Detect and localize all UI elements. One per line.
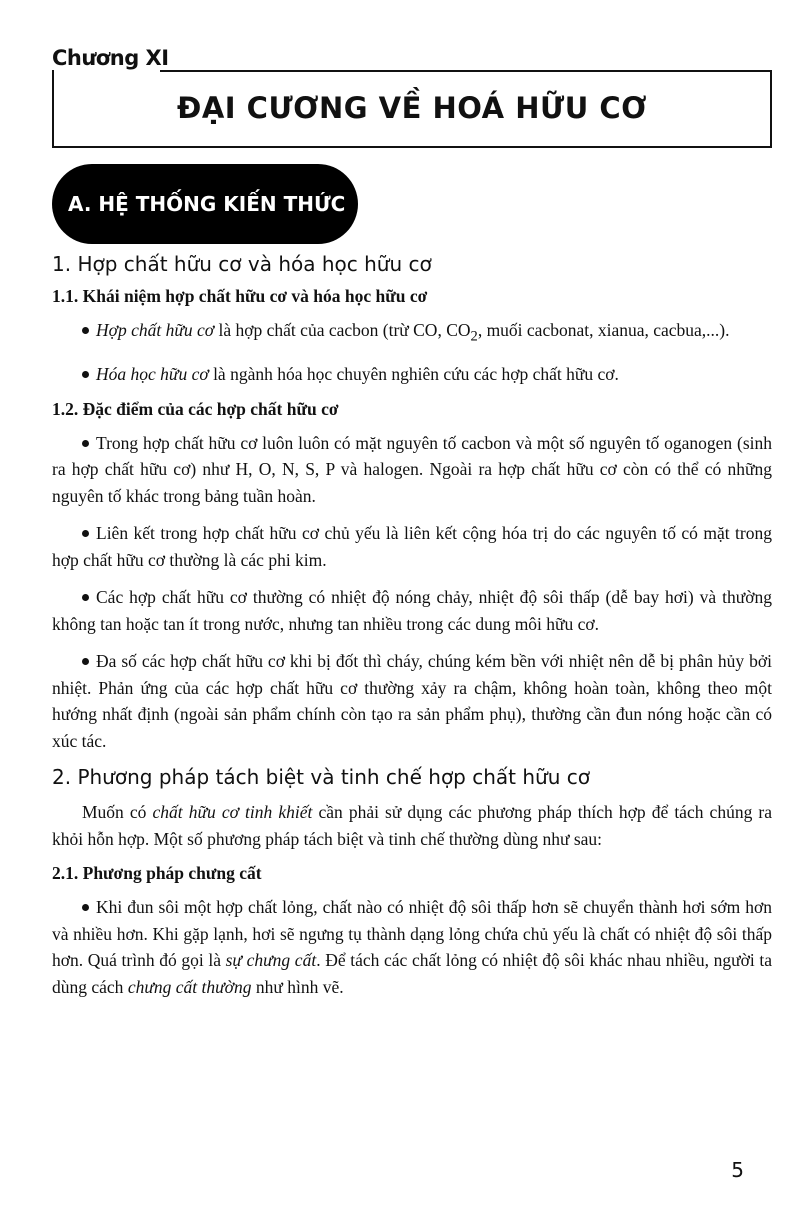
chapter-title: ĐẠI CƯƠNG VỀ HOÁ HỮU CƠ: [177, 91, 647, 125]
paragraph: [52, 799, 772, 852]
chapter-label: Chương XI: [52, 46, 169, 70]
paragraph-text: Các hợp chất hữu cơ thường có nhiệt độ nóng chảy, nhiệt độ sôi thấp (dễ bay hơi) và thường không tan hoặc tan ít trong nước, nhưng tan nhiều trong các dung môi hữu cơ.: [52, 587, 772, 634]
bullet-paragraph: [52, 584, 772, 637]
bullet-dot-icon: [82, 904, 89, 911]
page-content: [52, 252, 772, 1011]
bullet-paragraph: [52, 430, 772, 510]
paragraph-text: Trong hợp chất hữu cơ luôn luôn có mặt nguyên tố cacbon và một số nguyên tố oganogen (sinh ra hợp chất hữu cơ) như H, O, N, S, P và halogen. Ngoài ra hợp chất hữu cơ còn có thể có những nguyên tố khác trong bảng tuần hoàn.: [52, 432, 772, 506]
page-number: 5: [731, 1158, 744, 1182]
text-fragment: như hình vẽ.: [251, 976, 344, 997]
text-fragment: Khi đun sôi một hợp chất lỏng, chất nào có nhiệt độ sôi thấp hơn sẽ chuyển thành hơi sớm hơn và nhiều hơn. Khi gặp lạnh, hơi sẽ ngưng tụ thành dạng lỏng chứa chủ yếu là chất có nhiệt độ sôi thấp hơn. Quá trình đó gọi là: [52, 897, 772, 970]
bullet-paragraph: [52, 520, 772, 573]
chapter-title-box: [52, 70, 772, 148]
bullet-paragraph: [52, 317, 772, 350]
bullet-dot-icon: [82, 327, 89, 334]
text-fragment: , muối cacbonat, xianua, cacbua,...).: [477, 320, 730, 340]
bullet-dot-icon: [82, 658, 89, 665]
term-hop-chat-huu-co: Hợp chất hữu cơ: [96, 320, 215, 340]
heading-section-2: 2. Phương pháp tách biệt và tinh chế hợp chất hữu cơ: [52, 765, 590, 789]
term-hoa-hoc-huu-co: Hóa học hữu cơ: [96, 364, 209, 384]
heading-section-2-1: 2.1. Phương pháp chưng cất: [52, 863, 262, 883]
text-fragment: là ngành hóa học chuyên nghiên cứu các hợp chất hữu cơ.: [208, 364, 619, 384]
bullet-dot-icon: [82, 371, 89, 378]
section-heading-label: A. HỆ THỐNG KIẾN THỨC: [68, 192, 346, 216]
term-chung-cat-thuong: chưng cất thường: [127, 976, 252, 997]
bullet-dot-icon: [82, 530, 89, 537]
heading-section-1: 1. Hợp chất hữu cơ và hóa học hữu cơ: [52, 252, 432, 276]
term-chat-huu-co-tinh-khiet: chất hữu cơ tinh khiết: [152, 802, 313, 822]
text-fragment: là hợp chất của cacbon (trừ CO, CO: [214, 320, 471, 340]
heading-section-1-2: 1.2. Đặc điểm của các hợp chất hữu cơ: [52, 398, 339, 419]
text-fragment: . Để tách các chất lỏng có nhiệt độ sôi khác nhau nhiều, người ta dùng cách: [52, 950, 772, 997]
bullet-paragraph: [52, 894, 772, 1000]
text-fragment: cần phải sử dụng các phương pháp thích hợp để tách chúng ra khỏi hỗn hợp. Một số phương pháp tách biệt và tinh chế thường dùng như sau:: [52, 802, 773, 849]
bullet-dot-icon: [82, 440, 89, 447]
bullet-dot-icon: [82, 594, 89, 601]
heading-section-1-1: 1.1. Khái niệm hợp chất hữu cơ và hóa học hữu cơ: [52, 286, 428, 306]
bullet-paragraph: [52, 361, 772, 388]
paragraph-text: Liên kết trong hợp chất hữu cơ chủ yếu là liên kết cộng hóa trị do các nguyên tố có mặt trong hợp chất hữu cơ thường là các phi kim.: [52, 523, 772, 570]
section-heading-pill: [52, 164, 358, 244]
text-fragment: Muốn có: [82, 802, 153, 822]
term-su-chung-cat: sự chưng cất: [225, 950, 317, 970]
subscript: 2: [470, 328, 478, 345]
paragraph-text: Đa số các hợp chất hữu cơ khi bị đốt thì cháy, chúng kém bền với nhiệt nên dễ bị phân hủy bởi nhiệt. Phản ứng của các hợp chất hữu cơ thường xảy ra chậm, không hoàn toàn, không theo một hướng nhất định (ngoài sản phẩm chính còn tạo ra sản phẩm phụ), thường cần đun nóng hoặc cần có xúc tác.: [52, 651, 772, 751]
bullet-paragraph: [52, 648, 772, 754]
